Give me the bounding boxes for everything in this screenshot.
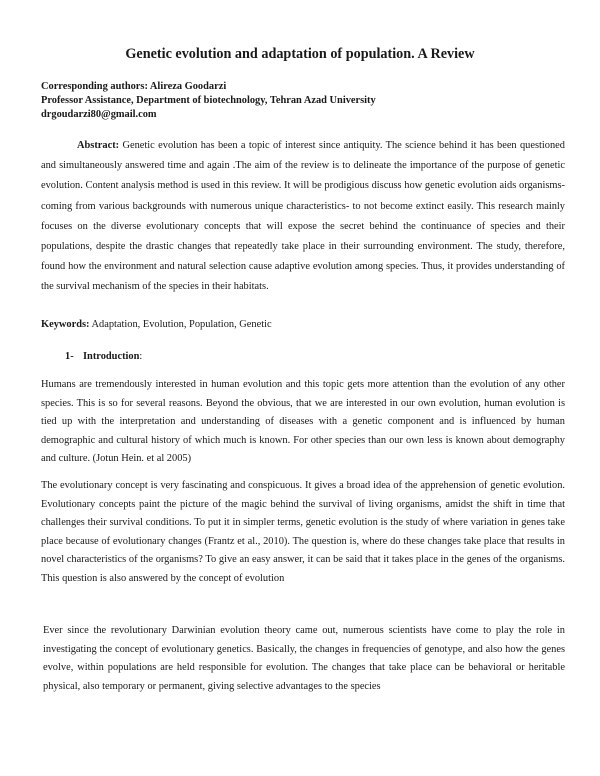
keywords-text: Adaptation, Evolution, Population, Genetic [89, 319, 272, 330]
section-colon: : [139, 351, 143, 362]
abstract-text: Genetic evolution has been a topic of interest since antiquity. The science behind it has been questioned and simultaneously answered time and again .The aim of the review is to delineate the importance of the purpose of genetic evolution. Content analysis method is used in this review. It will be prodigious discuss how genetic evolution aids organisms- coming from various backgrounds with numerous unique characteristics- to not become extinct easily. This research mainly focuses on the diverse evolutionary concepts that will expose the secret behind the continuance of species and their populations, despite the drastic changes that repeatedly take place in their surrounding environment. The study, therefore, found how the environment and natural selection cause adaptive evolution among species. Thus, it provides understanding of the survival mechanism of the species in their habitats. [41, 140, 565, 293]
keywords [41, 317, 272, 333]
author-email: drgoudarzi80@gmail.com [41, 109, 157, 120]
keywords-label: Keywords: [41, 319, 90, 330]
paper-title: Genetic evolution and adaptation of population. A Review [125, 46, 475, 62]
abstract [41, 136, 565, 298]
section-title: Introduction [83, 351, 140, 362]
section-heading-introduction [65, 351, 142, 362]
body-paragraph: Ever since the revolutionary Darwinian evolution theory came out, numerous scientists have come to play the role in investigating the concept of evolutionary genetics. Basically, the changes in frequencies of genotype, and also how the genes evolve, within populations are held responsible for evolution. The changes that take place can be behavioral or heritable physical, also temporary or permanent, giving selective advantages to the species [43, 625, 565, 692]
body-paragraph: The evolutionary concept is very fascinating and conspicuous. It gives a broad idea of the apprehension of genetic evolution. Evolutionary concepts paint the picture of the magic behind the survival of living organisms, amidst the shift in time that challenges their survival conditions. To put it in simpler terms, genetic evolution is the study of where variation in genes take place because of evolutionary changes (Frantz et al., 2010). The question is, where do these changes take place that results in novel characteristics of the organisms? To give an easy answer, it can be said that it takes place in the genes of the organisms. This question is also answered by the concept of evolution [41, 480, 565, 584]
abstract-label: Abstract: [77, 140, 120, 151]
corresponding-author: Corresponding authors: Alireza Goodarzi [41, 81, 227, 92]
body-paragraph: Humans are tremendously interested in human evolution and this topic gets more attention than the evolution of any other species. This is so for several reasons. Beyond the obvious, that we are interested in our own evolution, human evolution is tied up with the interpretation and understanding of diseases with a genetic component and is influenced by human demographic and cultural history of which much is known. For other species than our own less is known about demography and culture. (Jotun Hein. et al 2005) [41, 379, 565, 465]
section-number: 1- [65, 351, 74, 362]
author-block [41, 80, 376, 122]
author-affiliation: Professor Assistance, Department of biotechnology, Tehran Azad University [41, 95, 376, 106]
